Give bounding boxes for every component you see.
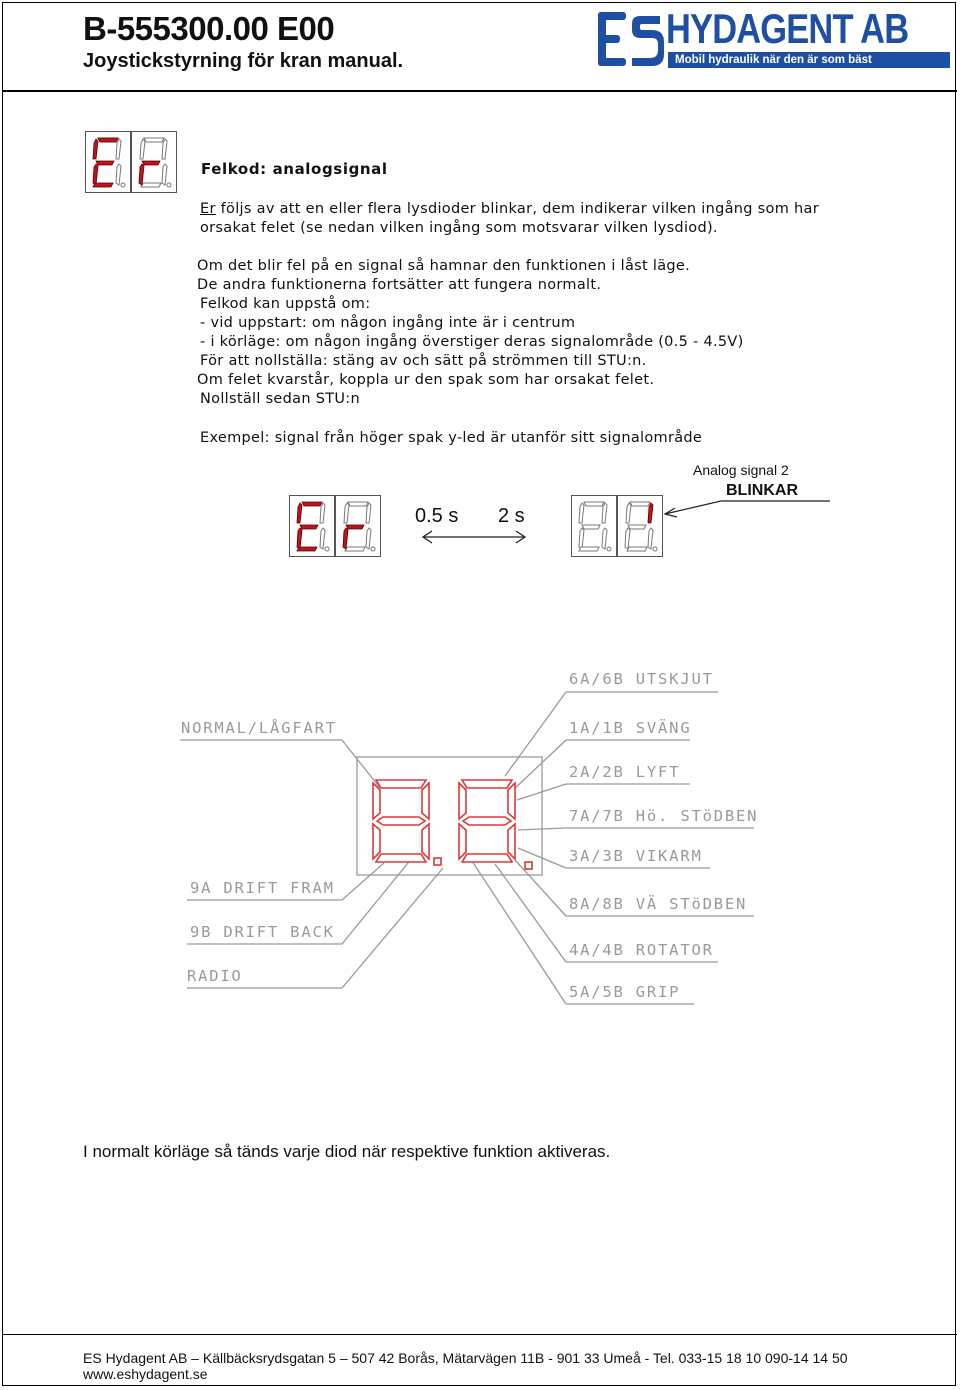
normal-mode-note: I normalt körläge så tänds varje diod när respektive funktion aktiveras. <box>83 1142 611 1161</box>
description-line-5: Felkod kan uppstå om: <box>200 296 371 312</box>
es-logo-icon <box>596 8 664 70</box>
led-label-7a7b: 7A/7B Hö. STöDBEN <box>569 807 759 825</box>
description-line-6: - vid uppstart: om någon ingång inte är i centrum <box>200 315 576 331</box>
description-line-9: Om felet kvarstår, koppla ur den spak som har orsakat felet. <box>197 372 655 388</box>
led-label-6a6b: 6A/6B UTSKJUT <box>569 670 714 688</box>
led-label-1a1b: 1A/1B SVÄNG <box>569 719 692 737</box>
time-long-label: 2 s <box>498 505 525 527</box>
section-title: Felkod: analogsignal <box>201 160 388 178</box>
logo-slogan: Mobil hydraulik när den är som bäst <box>668 52 950 68</box>
time-short-label: 0.5 s <box>415 505 459 527</box>
led-label-2a2b: 2A/2B LYFT <box>569 763 681 781</box>
led-label-normal-lagfart: NORMAL/LÅGFART <box>181 719 337 737</box>
document-number: B-555300.00 E00 <box>83 10 335 47</box>
callout-title: Analog signal 2 <box>693 462 789 478</box>
footer-website[interactable]: www.eshydagent.se <box>83 1366 208 1382</box>
description-line-3: Om det blir fel på en signal så hamnar den funktionen i låst läge. <box>197 258 691 274</box>
callout-state: BLINKAR <box>726 482 798 499</box>
led-label-8a8b: 8A/8B VÄ STöDBEN <box>569 895 748 913</box>
double-arrow-icon <box>420 529 530 545</box>
logo-wordmark: HYDAGENT AB <box>666 5 909 52</box>
description-line-7: - i körläge: om någon ingång överstiger deras signalområde (0.5 - 4.5V) <box>200 334 744 350</box>
led-label-radio: RADIO <box>187 967 243 985</box>
header-rule <box>2 90 957 92</box>
example-caption: Exempel: signal från höger spak y-led är utanför sitt signalområde <box>200 430 703 446</box>
description-line-2: orsakat felet (se nedan vilken ingång som motsvarar vilken lysdiod). <box>200 220 718 236</box>
description-line-10: Nollställ sedan STU:n <box>200 391 360 407</box>
description-line-4: De andra funktionerna fortsätter att fungera normalt. <box>197 277 602 293</box>
led-label-9a: 9A DRIFT FRAM <box>190 879 335 897</box>
callout-pointer <box>655 498 835 538</box>
led-label-9b: 9B DRIFT BACK <box>190 923 335 941</box>
description-line-1: Er följs av att en eller flera lysdioder blinkar, dem indikerar vilken ingång som har <box>200 201 819 217</box>
blinking-display-icon <box>571 495 663 557</box>
document-title: Joystickstyrning för kran manual. <box>83 50 404 72</box>
company-logo <box>596 5 950 70</box>
error-code-er: Er <box>200 201 216 217</box>
er-display-icon <box>85 131 177 193</box>
description-line-8: För att nollställa: stäng av och sätt på strömmen till STU:n. <box>200 353 647 369</box>
led-label-3a3b: 3A/3B VIKARM <box>569 847 703 865</box>
footer-address: ES Hydagent AB – Källbäcksrydsgatan 5 – 507 42 Borås, Mätarvägen 11B - 901 33 Umeå - Tel. 033-15 18 10 090-14 14 50 <box>83 1350 848 1366</box>
example-er-display-icon <box>289 495 381 557</box>
led-label-4a4b: 4A/4B ROTATOR <box>569 941 714 959</box>
led-label-5a5b: 5A/5B GRIP <box>569 983 681 1001</box>
footer-rule <box>2 1334 957 1335</box>
